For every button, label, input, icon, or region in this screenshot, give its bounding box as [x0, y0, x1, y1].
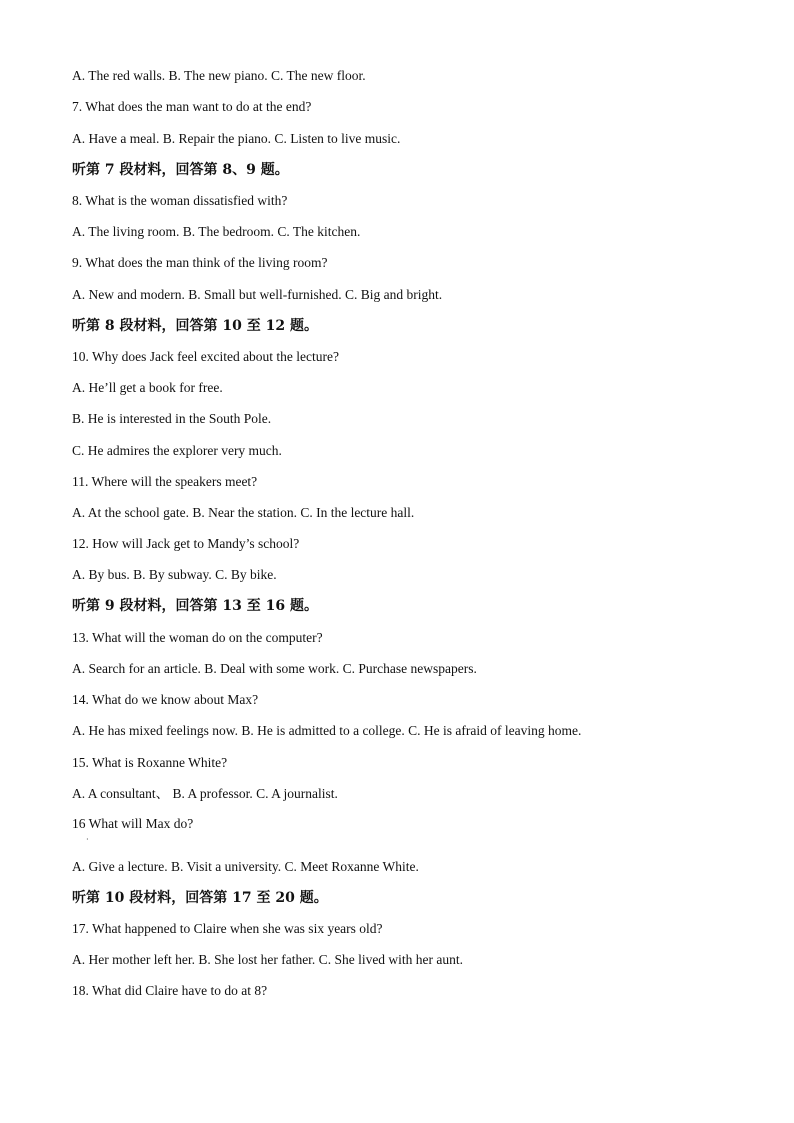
option-line: A. Give a lecture. B. Visit a university. C. Meet Roxanne White. [72, 859, 419, 874]
question-9: 9. What does the man think of the living room? [72, 255, 328, 270]
question-12: 12. How will Jack get to Mandy’s school? [72, 536, 300, 551]
option-line: B. He is interested in the South Pole. [72, 411, 272, 426]
section-heading: 听第 10 段材料，回答第 17 至 20 题。 [72, 890, 328, 906]
question-13: 13. What will the woman do on the computer? [72, 630, 323, 645]
question-8: 8. What is the woman dissatisfied with? [72, 193, 288, 208]
question-15: 15. What is Roxanne White? [72, 755, 228, 770]
section-heading: 听第 8 段材料，回答第 10 至 12 题。 [72, 318, 318, 334]
option-line: A. He has mixed feelings now. B. He is admitted to a college. C. He is afraid of leaving home. [72, 723, 582, 738]
section-heading: 听第 9 段材料，回答第 13 至 16 题。 [72, 598, 318, 614]
option-line: A. New and modern. B. Small but well-furnished. C. Big and bright. [72, 287, 443, 302]
option-line: A. The red walls. B. The new piano. C. The new floor. [72, 68, 366, 83]
option-line: C. He admires the explorer very much. [72, 443, 282, 458]
option-line: A. At the school gate. B. Near the station. C. In the lecture hall. [72, 505, 415, 520]
question-17: 17. What happened to Claire when she was six years old? [72, 921, 383, 936]
question-14: 14. What do we know about Max? [72, 692, 259, 707]
question-7: 7. What does the man want to do at the end? [72, 99, 312, 114]
question-10: 10. Why does Jack feel excited about the lecture? [72, 349, 340, 364]
question-18: 18. What did Claire have to do at 8? [72, 983, 268, 998]
option-line: A. He’ll get a book for free. [72, 380, 223, 395]
option-line: A. The living room. B. The bedroom. C. The kitchen. [72, 224, 361, 239]
option-line: A. By bus. B. By subway. C. By bike. [72, 567, 277, 582]
option-line: A. Search for an article. B. Deal with some work. C. Purchase newspapers. [72, 661, 477, 676]
option-line: A. Have a meal. B. Repair the piano. C. Listen to live music. [72, 131, 401, 146]
question-11: 11. Where will the speakers meet? [72, 474, 258, 489]
question-16: 16 What will Max do? [72, 816, 194, 831]
option-line: A. A consultant、 B. A professor. C. A journalist. [72, 786, 338, 801]
section-heading: 听第 7 段材料，回答第 8、9 题。 [72, 162, 289, 178]
option-line: A. Her mother left her. B. She lost her father. C. She lived with her aunt. [72, 952, 464, 967]
stray-mark: · [86, 835, 89, 844]
